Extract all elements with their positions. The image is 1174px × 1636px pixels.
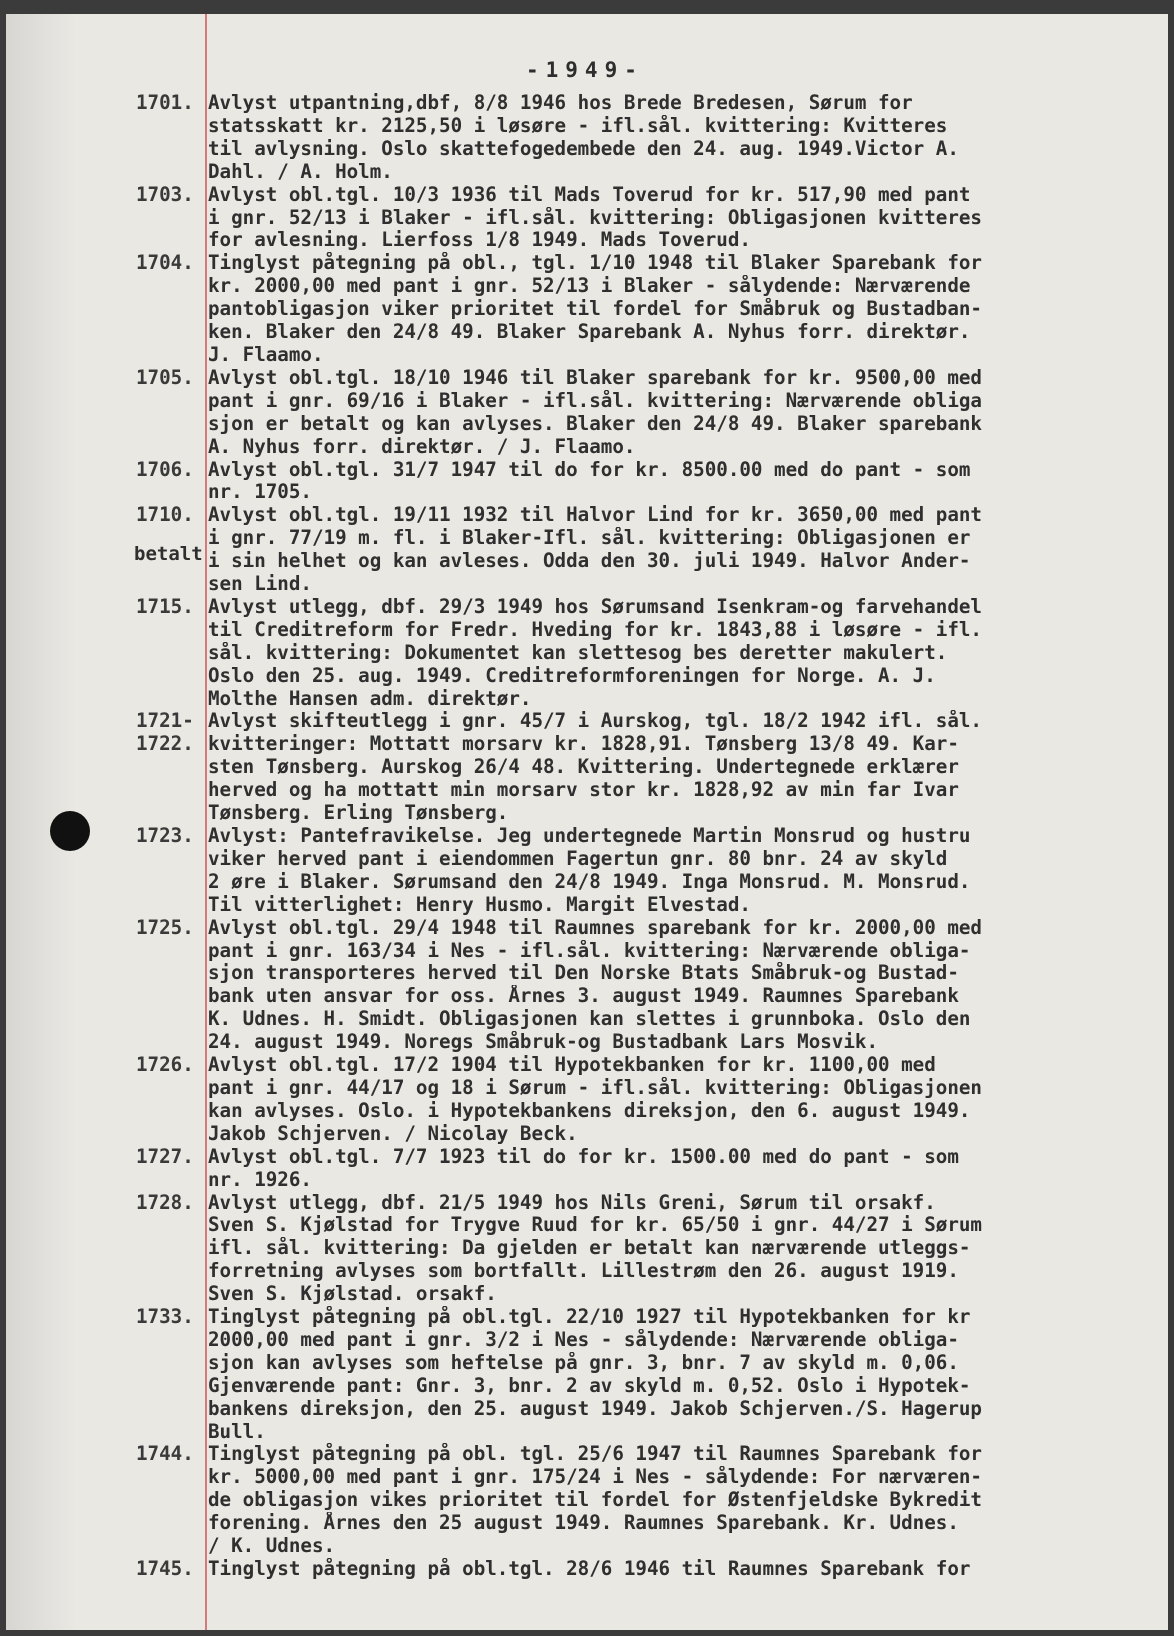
entry-line: Molthe Hansen adm. direktør. — [208, 687, 532, 710]
register-entry — [136, 92, 1162, 184]
entry-number: 1744. — [136, 1442, 194, 1466]
entry-line: nr. 1705. — [208, 481, 312, 504]
entry-number: 1705. — [136, 365, 194, 389]
entry-line: Avlyst utpantning,dbf, 8/8 1946 hos Brede Bredesen, Sørum for — [208, 92, 913, 114]
entry-line: sjon transporteres herved til Den Norske Btats Småbruk-og Bustad- — [208, 962, 959, 985]
entry-line: sjon er betalt og kan avlyses. Blaker den 24/8 49. Blaker sparebank — [208, 412, 982, 435]
entry-text — [208, 504, 1162, 596]
entry-line: for avlesning. Lierfoss 1/8 1949. Mads Toverud. — [208, 229, 751, 252]
entry-text — [208, 1054, 1162, 1146]
entry-line: Avlyst obl.tgl. 29/4 1948 til Raumnes sparebank for kr. 2000,00 med — [208, 916, 982, 939]
entry-line: til avlysning. Oslo skattefogedembede den 24. aug. 1949.Victor A. — [208, 137, 959, 160]
entry-line: kvitteringer: Mottatt morsarv kr. 1828,91. Tønsberg 13/8 49. Kar- — [208, 733, 959, 756]
register-entry — [136, 733, 1162, 825]
entry-line: / K. Udnes. — [208, 1535, 336, 1558]
entry-text — [208, 1443, 1162, 1558]
register-entry — [136, 596, 1162, 711]
entry-line: til Creditreform for Fredr. Hveding for kr. 1843,88 i løsøre - ifl. — [208, 618, 982, 641]
entry-text — [208, 1192, 1162, 1307]
register-entry — [136, 459, 1162, 505]
entry-number: 1726. — [136, 1053, 194, 1077]
entry-text — [208, 459, 1162, 505]
entry-line: Avlyst obl.tgl. 31/7 1947 til do for kr. 8500.00 med do pant - som — [208, 458, 971, 481]
entry-line: pant i gnr. 163/34 i Nes - ifl.sål. kvittering: Nærværende obliga- — [208, 939, 971, 962]
register-entry — [136, 184, 1162, 253]
entry-number: 1733. — [136, 1305, 194, 1329]
entry-line: Avlyst obl.tgl. 7/7 1923 til do for kr. 1500.00 med do pant - som — [208, 1145, 959, 1168]
entry-line: forretning avlyses som bortfallt. Lillestrøm den 26. august 1919. — [208, 1260, 959, 1283]
entry-number: 1710. — [136, 503, 194, 527]
entry-line: Bull. — [208, 1420, 266, 1443]
entry-line: de obligasjon vikes prioritet til fordel for Østenfjeldske Bykredit — [208, 1489, 982, 1512]
punch-hole — [50, 811, 90, 851]
entry-number: 1745. — [136, 1557, 194, 1580]
entry-line: nr. 1926. — [208, 1168, 312, 1191]
register-entry — [136, 710, 1162, 733]
register-entry — [136, 825, 1162, 917]
entry-text — [208, 1306, 1162, 1443]
register-entry — [136, 504, 1162, 596]
entry-line: Til vitterlighet: Henry Husmo. Margit Elvestad. — [208, 893, 751, 916]
entry-line: Tønsberg. Erling Tønsberg. — [208, 802, 509, 825]
entry-text — [208, 184, 1162, 253]
entry-number: 1715. — [136, 594, 194, 618]
entry-line: pantobligasjon viker prioritet til fordel for Småbruk og Bustadban- — [208, 298, 982, 321]
entry-text — [208, 710, 1162, 733]
entry-line: sjon kan avlyses som heftelse på gnr. 3, bnr. 7 av skyld m. 0,06. — [208, 1351, 959, 1374]
entry-line: i gnr. 52/13 i Blaker - ifl.sål. kvittering: Obligasjonen kvitteres — [208, 206, 982, 229]
entry-line: Avlyst obl.tgl. 19/11 1932 til Halvor Lind for kr. 3650,00 med pant — [208, 504, 982, 527]
register-entry — [136, 917, 1162, 1054]
entry-number: 1704. — [136, 251, 194, 275]
entry-number: 1701. — [136, 91, 194, 114]
entry-line: A. Nyhus forr. direktør. / J. Flaamo. — [208, 435, 636, 458]
entry-line: forening. Årnes den 25 august 1949. Raumnes Sparebank. Kr. Udnes. — [208, 1512, 959, 1535]
register-entry — [136, 1443, 1162, 1558]
entry-line: Dahl. / A. Holm. — [208, 160, 393, 183]
entry-text — [208, 367, 1162, 459]
entry-text — [208, 252, 1162, 367]
margin-note: betalt — [134, 543, 203, 565]
entry-number: 1728. — [136, 1190, 194, 1214]
entry-line: Avlyst obl.tgl. 10/3 1936 til Mads Toverud for kr. 517,90 med pant — [208, 183, 971, 206]
entry-line: bank uten ansvar for oss. Årnes 3. august 1949. Raumnes Sparebank — [208, 985, 959, 1008]
entry-line: 24. august 1949. Noregs Småbruk-og Bustadbank Lars Mosvik. — [208, 1031, 879, 1054]
entry-line: ifl. sål. kvittering: Da gjelden er betalt kan nærværende utleggs- — [208, 1237, 971, 1260]
entry-line: Avlyst utlegg, dbf. 21/5 1949 hos Nils Greni, Sørum til orsakf. — [208, 1191, 936, 1214]
entry-text — [208, 917, 1162, 1054]
entry-text — [208, 733, 1162, 825]
entry-text — [208, 596, 1162, 711]
entry-number: 1727. — [136, 1144, 194, 1168]
entry-line: sten Tønsberg. Aurskog 26/4 48. Kvittering. Undertegnede erklærer — [208, 756, 959, 779]
entry-line: Sven S. Kjølstad. orsakf. — [208, 1283, 497, 1306]
entry-line: ken. Blaker den 24/8 49. Blaker Sparebank A. Nyhus forr. direktør. — [208, 321, 971, 344]
entry-line: pant i gnr. 69/16 i Blaker - ifl.sål. kvittering: Nærværende obliga — [208, 389, 982, 412]
entry-line: Avlyst: Pantefravikelse. Jeg undertegnede Martin Monsrud og hustru — [208, 825, 971, 847]
entry-line: herved og ha mottatt min morsarv stor kr. 1828,92 av min far Ivar — [208, 779, 959, 802]
entry-line: Tinglyst påtegning på obl., tgl. 1/10 1948 til Blaker Sparebank for — [208, 252, 982, 275]
entry-line: K. Udnes. H. Smidt. Obligasjonen kan slettes i grunnboka. Oslo den — [208, 1008, 971, 1031]
entry-number: 1703. — [136, 182, 194, 206]
register-entry — [136, 1192, 1162, 1307]
entry-text — [208, 1558, 1162, 1581]
entry-number: 1725. — [136, 915, 194, 939]
entry-number: 1721- — [136, 709, 194, 733]
entry-line: 2 øre i Blaker. Sørumsand den 24/8 1949. Inga Monsrud. M. Monsrud. — [208, 870, 971, 893]
register-entry — [136, 1146, 1162, 1192]
entry-line: kan avlyses. Oslo. i Hypotekbankens direksjon, den 6. august 1949. — [208, 1099, 971, 1122]
entry-line: 2000,00 med pant i gnr. 3/2 i Nes - sålydende: Nærværende obliga- — [208, 1328, 959, 1351]
entry-line: i sin helhet og kan avleses. Odda den 30. juli 1949. Halvor Ander- — [208, 550, 971, 573]
entry-line: sål. kvittering: Dokumentet kan slettesog bes deretter makulert. — [208, 641, 948, 664]
document-page — [6, 14, 1168, 1630]
entry-line: statsskatt kr. 2125,50 i løsøre - ifl.sål. kvittering: Kvitteres — [208, 114, 948, 137]
entry-text — [208, 92, 1162, 184]
entry-number: 1722. — [136, 732, 194, 756]
entry-line: Avlyst obl.tgl. 17/2 1904 til Hypotekbanken for kr. 1100,00 med — [208, 1054, 936, 1077]
entry-text — [208, 825, 1162, 917]
entry-number: 1706. — [136, 457, 194, 481]
register-entry — [136, 367, 1162, 459]
register-entries — [136, 92, 1162, 1581]
entry-line: Avlyst skifteutlegg i gnr. 45/7 i Aurskog, tgl. 18/2 1942 ifl. sål. — [208, 710, 982, 733]
entry-line: J. Flaamo. — [208, 343, 324, 366]
entry-line: Tinglyst påtegning på obl.tgl. 28/6 1946 til Raumnes Sparebank for — [208, 1558, 971, 1580]
entry-line: kr. 2000,00 med pant i gnr. 52/13 i Blaker - sålydende: Nærværende — [208, 275, 971, 298]
entry-line: Tinglyst påtegning på obl.tgl. 22/10 1927 til Hypotekbanken for kr — [208, 1306, 971, 1329]
entry-line: bankens direksjon, den 25. august 1949. Jakob Schjerven./S. Hagerup — [208, 1397, 982, 1420]
entry-line: Tinglyst påtegning på obl. tgl. 25/6 1947 til Raumnes Sparebank for — [208, 1443, 982, 1466]
entry-line: i gnr. 77/19 m. fl. i Blaker-Ifl. sål. kvittering: Obligasjonen er — [208, 527, 971, 550]
entry-line: kr. 5000,00 med pant i gnr. 175/24 i Nes - sålydende: For nærværen- — [208, 1466, 982, 1489]
entry-text — [208, 1146, 1162, 1192]
entry-line: Oslo den 25. aug. 1949. Creditreformforeningen for Norge. A. J. — [208, 664, 936, 687]
entry-line: pant i gnr. 44/17 og 18 i Sørum - ifl.sål. kvittering: Obligasjonen — [208, 1076, 982, 1099]
entry-line: sen Lind. — [208, 573, 312, 596]
register-entry — [136, 1306, 1162, 1443]
entry-line: Jakob Schjerven. / Nicolay Beck. — [208, 1122, 578, 1145]
page-year-header: -1949- — [526, 58, 644, 82]
entry-line: Avlyst utlegg, dbf. 29/3 1949 hos Sørumsand Isenkram-og farvehandel — [208, 595, 982, 618]
entry-line: Sven S. Kjølstad for Trygve Ruud for kr. 65/50 i gnr. 44/27 i Sørum — [208, 1214, 982, 1237]
entry-line: Avlyst obl.tgl. 18/10 1946 til Blaker sparebank for kr. 9500,00 med — [208, 366, 982, 389]
entry-line: Gjenværende pant: Gnr. 3, bnr. 2 av skyld m. 0,52. Oslo i Hypotek- — [208, 1374, 971, 1397]
entry-number: 1723. — [136, 824, 194, 847]
register-entry — [136, 252, 1162, 367]
register-entry — [136, 1558, 1162, 1581]
register-entry — [136, 1054, 1162, 1146]
entry-line: viker herved pant i eiendommen Fagertun gnr. 80 bnr. 24 av skyld — [208, 847, 948, 870]
